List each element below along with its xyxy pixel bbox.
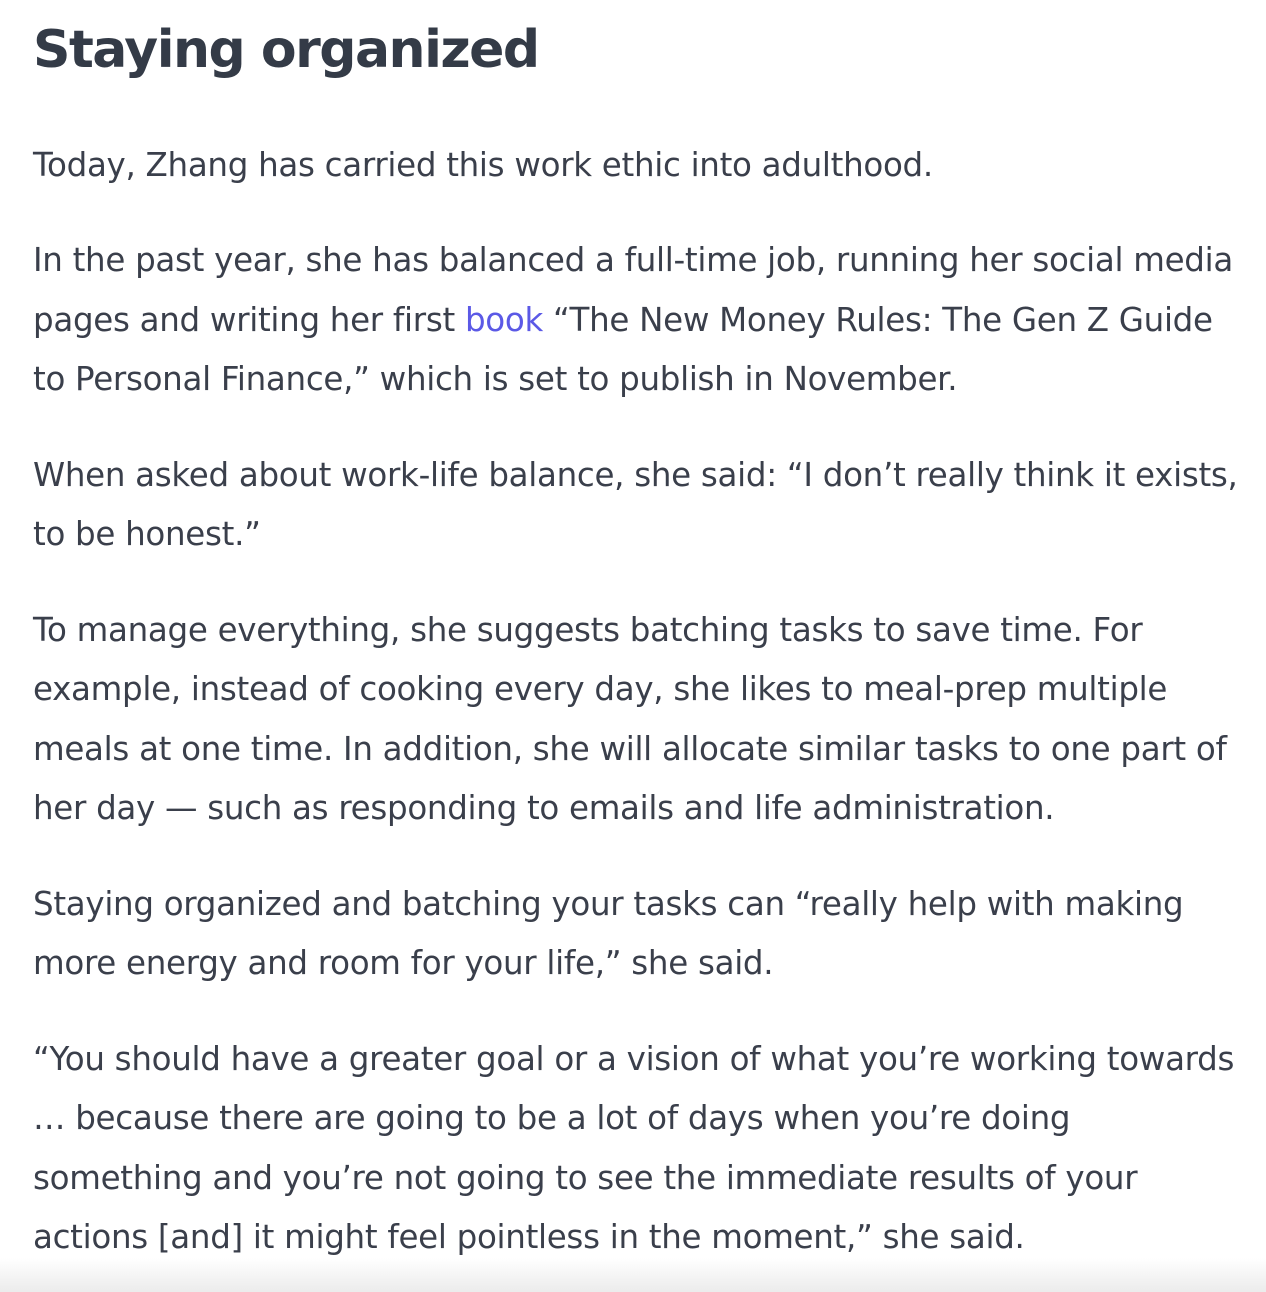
paragraph-book-text-after: “The New Money Rules: The Gen Z Guide to Personal Finance,” which is set to publish in November. — [33, 300, 1213, 399]
paragraph-book-text-before: In the past year, she has balanced a full-time job, running her social media pages and writing her first — [33, 241, 1233, 339]
paragraph-staying-organized: Staying organized and batching your tasks can “really help with making more energy and room for your life,” she said. — [33, 884, 1184, 983]
paragraph-work-life-balance: When asked about work-life balance, she said: “I don’t really think it exists, to be honest.” — [33, 455, 1238, 554]
paragraph-book — [33, 231, 1243, 410]
article-body — [33, 16, 1243, 1268]
paragraph-adulthood: Today, Zhang has carried this work ethic into adulthood. — [33, 146, 933, 184]
paragraph-batching-tasks: To manage everything, she suggests batching tasks to save time. For example, instead of cooking every day, she likes to meal-prep multiple meals at one time. In addition, she will allocate similar tasks to one part of her day — such as responding to emails and life administration. — [33, 610, 1227, 828]
section-heading: Staying organized — [33, 20, 539, 80]
paragraph-greater-goal-quote: “You should have a greater goal or a vision of what you’re working towards … because there are going to be a lot of days when you’re doing something and you’re not going to see the immediate results of your actions [and] it might feel pointless in the moment,” she said. — [33, 1039, 1235, 1257]
book-link[interactable]: book — [464, 300, 543, 339]
